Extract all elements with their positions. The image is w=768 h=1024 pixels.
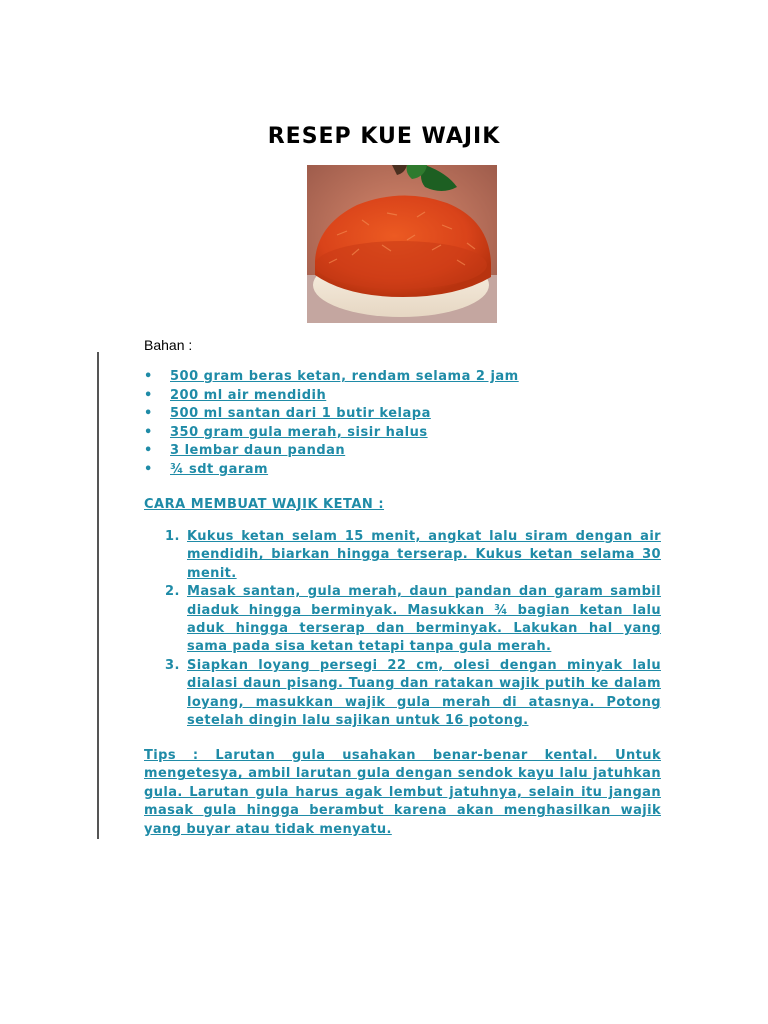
bullet-icon: • <box>144 369 153 384</box>
step-number: 2. <box>165 584 180 600</box>
ingredient-text[interactable]: 200 ml air mendidih <box>170 387 327 403</box>
ingredient-text[interactable]: 500 gram beras ketan, rendam selama 2 jam <box>170 369 519 384</box>
list-item <box>144 368 519 387</box>
bullet-icon: • <box>144 461 153 477</box>
bullet-icon: • <box>144 443 153 459</box>
step-number: 3. <box>165 657 180 673</box>
step-item[interactable] <box>144 528 661 583</box>
step-text: Siapkan loyang persegi 22 cm, olesi dengan minyak lalu dialasi daun pisang. Tuang dan ratakan wajik putih ke dalam loyang, masukkan wajik gula merah di atasnya. Potong setelah dingin lalu sajikan untuk 16 potong. <box>187 657 661 729</box>
bullet-icon: • <box>144 387 153 403</box>
list-item <box>144 461 519 480</box>
bullet-icon: • <box>144 424 153 440</box>
ingredient-text[interactable]: 500 ml santan dari 1 butir kelapa <box>170 406 431 422</box>
steps-list <box>144 528 661 730</box>
page-title: RESEP KUE WAJIK <box>267 124 501 149</box>
step-item[interactable] <box>144 657 661 731</box>
list-item <box>144 424 519 443</box>
list-item <box>144 405 519 424</box>
margin-change-bar <box>97 352 99 839</box>
ingredients-label: Bahan : <box>144 337 193 353</box>
tips-paragraph[interactable]: Tips : Larutan gula usahakan benar-benar kental. Untuk mengetesya, ambil larutan gula dengan sendok kayu lalu jatuhkan gula. Larutan gula harus agak lembut jatuhnya, selain itu jangan masak gula hingga berambut karena akan menghasilkan wajik yang buyar atau tidak menyatu. <box>144 748 661 837</box>
list-item <box>144 442 519 461</box>
step-number: 1. <box>165 529 180 544</box>
list-item <box>144 387 519 406</box>
step-item[interactable] <box>144 583 661 657</box>
step-text: Kukus ketan selam 15 menit, angkat lalu siram dengan air mendidih, biarkan hingga terserap. Kukus ketan selama 30 menit. <box>187 529 661 581</box>
ingredients-list <box>144 368 519 480</box>
ingredient-text[interactable]: 350 gram gula merah, sisir halus <box>170 424 428 440</box>
wajik-cake-photo <box>307 165 497 323</box>
ingredient-text[interactable]: 3 lembar daun pandan <box>170 443 346 459</box>
method-heading[interactable]: CARA MEMBUAT WAJIK KETAN : <box>144 497 385 512</box>
step-text: Masak santan, gula merah, daun pandan dan garam sambil diaduk hingga berminyak. Masukkan ¾ bagian ketan lalu aduk hingga terserap dan berminyak. Lakukan hal yang sama pada sisa ketan tetapi tanpa gula merah. <box>187 584 661 655</box>
ingredient-text[interactable]: ¾ sdt garam <box>170 461 269 477</box>
bullet-icon: • <box>144 406 153 422</box>
